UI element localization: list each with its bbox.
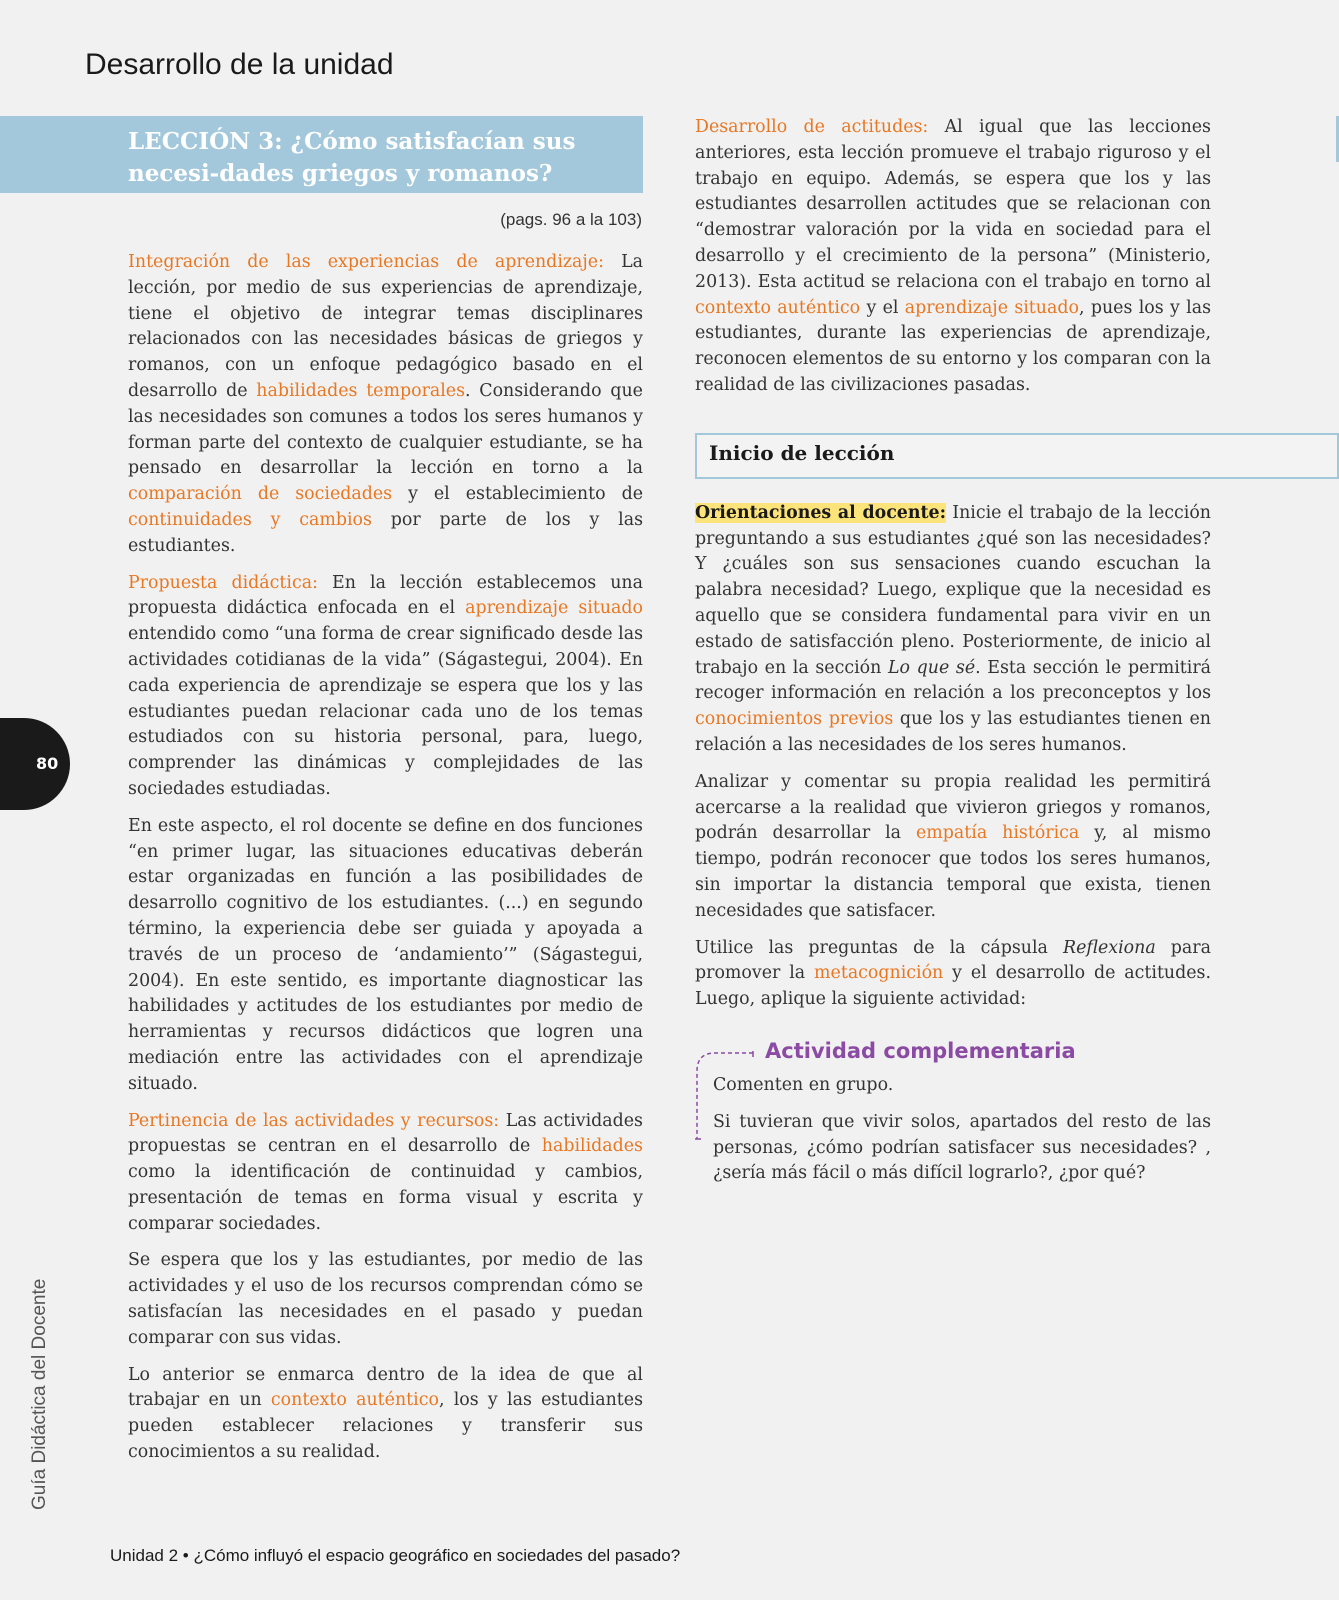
term-empatia-historica: empatía histórica [916,823,1080,844]
lesson-banner [0,116,643,193]
label-integracion: Integración de las experiencias de aprendizaje: [128,252,604,272]
activity-box [695,1039,1211,1187]
label-pertinencia: Pertinencia de las actividades y recursos: [128,1110,500,1131]
emphasis-reflexiona: Reflexiona [1063,937,1156,958]
term-continuidades-cambios: continuidades y cambios [128,509,372,530]
term-comparacion-sociedades: comparación de sociedades [128,484,393,505]
term-habilidades: habilidades [541,1136,643,1157]
dashed-bracket-icon [695,1051,755,1141]
left-column [128,250,643,1477]
page-title: Desarrollo de la unidad [85,48,394,81]
activity-line-1: Comenten en grupo. [713,1074,894,1095]
label-propuesta: Propuesta didáctica: [128,572,318,593]
paragraph-expectativa: Se espera que los y las estudiantes, por medio de las actividades y el uso de los recursos comprendan cómo se satisfacían las necesidades en el pasado y puedan comparar con sus vidas. [128,1250,643,1348]
label-orientaciones: Orientaciones al docente: [695,502,947,523]
term-aprendizaje-situado-2: aprendizaje situado [904,297,1079,318]
lesson-title: LECCIÓN 3: ¿Cómo satisfacían sus necesi-dades griegos y romanos? [128,128,576,187]
term-aprendizaje-situado: aprendizaje situado [465,598,643,619]
paragraph-reflexiona: Utilice las preguntas de la cápsula Reflexiona para promover la metacognición y el desarrollo de actitudes. Luego, aplique la siguiente actividad: [695,937,1212,1010]
emphasis-lo-que-se: Lo que sé [887,657,976,678]
activity-body [713,1073,1211,1187]
activity-title: Actividad complementaria [765,1038,1076,1063]
footer-unit-title: Unidad 2 • ¿Cómo influyó el espacio geográfico en sociedades del pasado? [110,1546,681,1565]
paragraph-contexto: Lo anterior se enmarca dentro de la idea de que al trabajar en un contexto auténtico, los y las estudiantes pueden establecer relaciones y transferir sus conocimientos a su realidad. [128,1364,643,1463]
section-header-box [695,433,1339,479]
term-contexto-autentico: contexto auténtico [270,1390,439,1411]
paragraph-analizar: Analizar y comentar su propia realidad les permitirá acercarse a la realidad que vivieron griegos y romanos, podrán desarrollar la empatía histórica y, al mismo tiempo, podrán reconocer que todos los seres humanos, sin importar la distancia temporal que exista, tienen necesidades que satisfacer. [695,771,1212,921]
paragraph-orientaciones: Orientaciones al docente: Inicie el trabajo de la lección preguntando a sus estudiantes ¿qué son las necesidades? Y ¿cuáles son sus sensaciones cuando escuchan la palabra necesidad? Luego, explique que la necesidad es aquello que se considera fundamental para vivir en un estado de satisfacción pleno. Posteriormente, de inicio al trabajo en la sección Lo que sé. Esta sección le permitirá recoger información en relación a los preconceptos y los conocimientos previos que los y las estudiantes tienen en relación a las necesidades de los seres humanos. [695,502,1212,755]
term-metacognicion: metacognición [814,963,944,984]
term-contexto-autentico-2: contexto auténtico [695,297,861,318]
right-column [695,115,1211,1198]
paragraph-rol-docente: En este aspecto, el rol docente se define en dos funciones “en primer lugar, las situaciones educativas deberán estar organizadas en función a las posibilidades de desarrollo cognitivo de los estudiantes. (...) en segundo término, la experiencia debe ser guiada y apoyada a través de un proceso de ‘andamiento’” (Ságastegui, 2004). En este sentido, es importante diagnosticar las habilidades y actitudes de los estudiantes por medio de herramientas y recursos didácticos que logren una mediación entre las actividades con el aprendizaje situado. [128,815,643,1094]
term-conocimientos-previos: conocimientos previos [695,709,894,730]
term-habilidades-temporales: habilidades temporales [256,380,466,401]
vertical-guide-label: Guía Didáctica del Docente [29,1278,50,1510]
paragraph-actitudes: Desarrollo de actitudes: Al igual que las lecciones anteriores, esta lección promueve el trabajo riguroso y el trabajo en equipo. Además, se espera que los y las estudiantes desarrollen actitudes que se relacionan con “demostrar valoración por la vida en sociedad para el desarrollo y el crecimiento de la persona” (Ministerio, 2013). Esta actitud se relaciona con el trabajo en torno al contexto auténtico y el aprendizaje situado, pues los y las estudiantes, durante las experiencias de aprendizaje, reconocen elementos de su entorno y los comparan con la realidad de las civilizaciones pasadas. [695,117,1212,395]
paragraph-integracion: Integración de las experiencias de aprendizaje: La lección, por medio de sus experiencias de aprendizaje, tiene el objetivo de integrar temas disciplinares relacionados con las necesidades básicas de griegos y romanos, con un enfoque pedagógico basado en el desarrollo de habilidades temporales. Considerando que las necesidades son comunes a todos los seres humanos y forman parte del contexto de cualquier estudiante, se ha pensado en desarrollar la lección en torno a la comparación de sociedades y el establecimiento de continuidades y cambios por parte de los y las estudiantes. [128,252,643,556]
page-number: 80 [36,754,59,773]
paragraph-propuesta: Propuesta didáctica: En la lección establecemos una propuesta didáctica enfocada en el aprendizaje situado entendido como “una forma de crear significado desde las actividades cotidianas de la vida” (Ságastegui, 2004). En cada experiencia de aprendizaje se espera que los y las estudiantes puedan relacionar cada uno de los temas estudiados con su historia personal, para, luego, comprender las dinámicas y complejidades de las sociedades estudiadas. [128,572,643,799]
activity-line-2: Si tuvieran que vivir solos, apartados del resto de las personas, ¿cómo podrían satisfacer sus necesidades? , ¿sería más fácil o más difícil lograrlo?, ¿por qué? [713,1111,1211,1184]
section-title-inicio: Inicio de lección [709,440,895,465]
label-actitudes: Desarrollo de actitudes: [695,117,929,137]
pages-reference: (pags. 96 a la 103) [500,210,642,229]
page-number-tab [0,718,70,810]
paragraph-pertinencia: Pertinencia de las actividades y recursos: Las actividades propuestas se centran en el desarrollo de habilidades como la identificación de continuidad y cambios, presentación de temas en forma visual y escrita y comparar sociedades. [128,1110,643,1234]
